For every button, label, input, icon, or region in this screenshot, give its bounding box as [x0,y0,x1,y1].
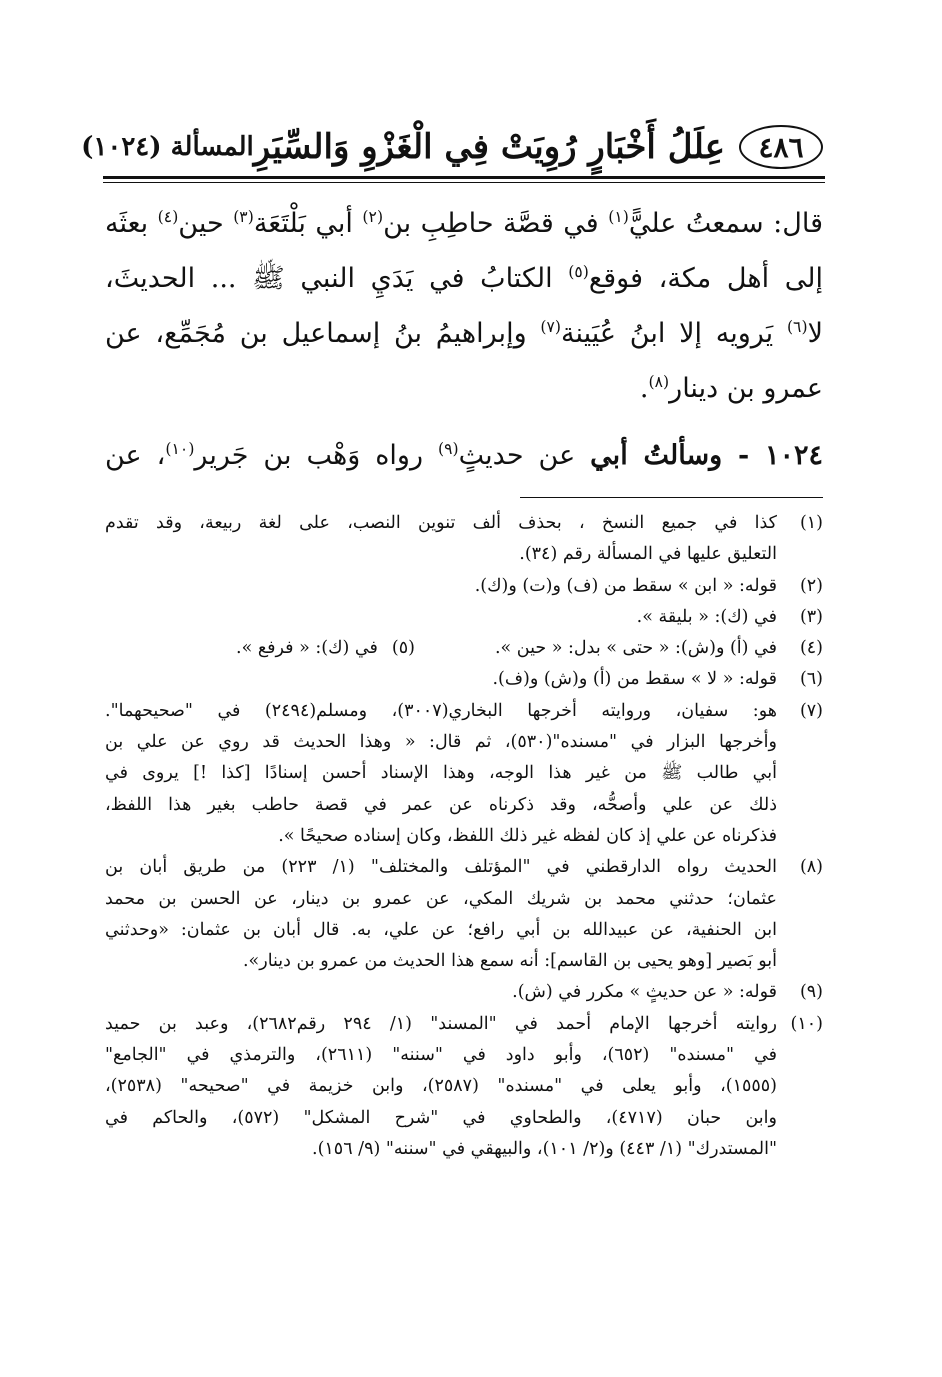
footnote-ref[interactable]: (٥) [568,262,589,281]
main-line: قال: سمعتُ عليًّ$^{(١)}$ في قصَّة حاطِبِ بن$^{(٢)}$ أبي بَلْتَعَة$^{(٣)}$ حين$^{(٤)}$ بعثَه [105,207,823,239]
footnote-line: في (ك): « بليقة ». [636,606,777,627]
footnote-ref[interactable]: (٨) [648,372,670,391]
footnote-separator [520,497,823,498]
footnote-ref[interactable]: (١٠) [165,439,195,458]
footnote-line: روايته أخرجها الإمام أحمد في "المسند" (١/ ٢٩٤ رقم٢٦٨٢)، وعبد بن حميد [105,1013,777,1034]
footnote-line: الحديث رواه الدارقطني في "المؤتلف والمختلف" (١/ ٢٢٣) من طريق أبان بن [105,857,777,878]
footnote-ref[interactable]: (١) [608,207,629,226]
footnote-number: (٦) [799,669,823,690]
footnote-number: (١٠) [790,1013,823,1034]
footnote-item [105,696,823,852]
footnote-line: أبو بَصير [وهو يحيى بن القاسم]: أنه سمع هذا الحديث من عمرو بن دينار». [242,951,777,972]
footnote-line: التعليق عليها في المسألة رقم (٣٤). [519,544,777,565]
main-line: إلى أهل مكة، فوقع$^{(٥)}$ الكتابُ في يَدَيِ النبي ﷺ ... الحديثَ، [105,262,823,294]
footnote-ref[interactable]: (٩) [437,439,459,458]
footnote-line: عثمان؛ حدثني محمد بن شريك المكي، عن عمرو بن دينار، عن الحسن بن محمد [105,888,777,909]
footnote-item [105,571,823,602]
page-number: ٤٨٦ [739,125,823,169]
footnotes [105,508,823,1165]
footnote-item [105,633,823,664]
footnote-line: ذلك عن علي وأصحُّه، وقد ذكرناه عن عمر في قصة حاطب بغير هذا اللفظ، [105,794,777,815]
issue-label: المسألة (١٠٢٤) [81,132,254,162]
footnote-item [105,852,823,977]
footnote-line: في "مسنده" (٦٥٢)، وأبو داود في "سننه" (٢٦١١)، والترمذي في "الجامع" [105,1045,777,1066]
footnote-number: (٩) [799,982,823,1003]
footnote-number: (٣) [799,606,823,627]
footnote-line: قوله: « عن حديثٍ » مكرر في (ش). [512,982,777,1003]
book-title: عِلَلُ أَخْبَارٍ رُوِيَتْ فِي الْغَزْوِ وَالسِّيَرِ [253,127,725,167]
footnote-number: (٨) [799,857,823,878]
footnote-line: في (أ) و(ش): « حتى » بدل: « حين ». [494,638,777,659]
footnote-number: (١) [799,513,823,533]
footnote-ref[interactable]: (٣) [233,207,254,226]
footnote-item [105,664,823,695]
footnote-number: (٤) [799,638,823,659]
running-header [81,118,823,176]
footnote-ref[interactable]: (٢) [362,207,384,226]
footnote-line: قوله: « لا » سقط من (أ) و(ش) و(ف). [492,669,777,690]
footnote-line: فذكرناه عن علي إذ كان لفظه غير ذلك اللفظ، وكان إسناده صحيحًا ». [278,825,777,846]
header-title-group [254,125,823,169]
footnote-item [105,602,823,633]
footnote-ref[interactable]: (٤) [157,207,179,226]
footnote-line: قوله: « ابن » سقط من (ف) و(ت) و(ك). [474,575,777,596]
footnote-ref[interactable]: (٧) [540,317,561,336]
footnote-item [105,1009,823,1165]
footnote-line: ابن الحنفية، عن عبيدالله بن أبي رافع؛ عن علي، به. قال أبان بن عثمان: «وحدثني [105,919,777,940]
issue-heading-line: ١٠٢٤ - وسألتُ أبي عن حديثٍ$^{(٩)}$ رواه وَهْب بن جَرير$^{(١٠)}$، عن [105,439,823,471]
header-double-rule [103,176,825,183]
footnote-line: كذا في جميع النسخ ، بحذف ألف تنوين النصب، على لغة ربيعة، وقد تقدم [105,513,777,533]
footnote-line: وأخرجها البزار في "مسنده"(٥٣٠)، ثم قال: « وهذا الحديث قد روي عن علي بن [105,732,777,753]
footnote-line: وابن حبان (٤٧١٧)، والطحاوي في "شرح المشكل" (٥٧٢)، والحاكم في [105,1107,777,1128]
footnote-line: هو: سفيان، وروايته أخرجها البخاري(٣٠٠٧)، ومسلم(٢٤٩٤) في "صحيحهما". [105,700,777,721]
main-text [105,196,823,483]
footnote-ref[interactable]: (٦) [786,317,808,336]
footnote-item [105,508,823,571]
issue-lead: ١٠٢٤ - وسألتُ أبي [590,440,823,471]
footnote-item [105,977,823,1008]
footnote-number: (٥) [391,638,415,659]
footnote-number: (٢) [799,575,823,596]
footnote-line: (١٥٥٥)، وأبو يعلى في "مسنده" (٢٥٨٧)، وابن خزيمة في "صحيحه" (٢٥٣٨)، [105,1076,777,1097]
footnote-number: (٧) [799,700,823,721]
main-line: لا$^{(٦)}$ يَرويه إلا ابنُ عُيَينة$^{(٧)}$ وإبراهيمُ بنُ إسماعيل بن مُجَمِّع، عن [105,317,823,349]
footnote-line: في (ك): « فرفع ». [236,638,378,659]
main-line: عمرو بن دينار$^{(٨)}$. [639,372,823,404]
footnote-line: "المستدرك" (١/ ٤٤٣) و(٢/ ١٠١)، والبيهقي في "سننه" (٩/ ١٥٦). [312,1138,777,1159]
footnote-line: أبي طالب ﷺ من غير هذا الوجه، وهذا الإسناد أحسن إسنادًا [كذا !] يروى في [105,763,777,784]
